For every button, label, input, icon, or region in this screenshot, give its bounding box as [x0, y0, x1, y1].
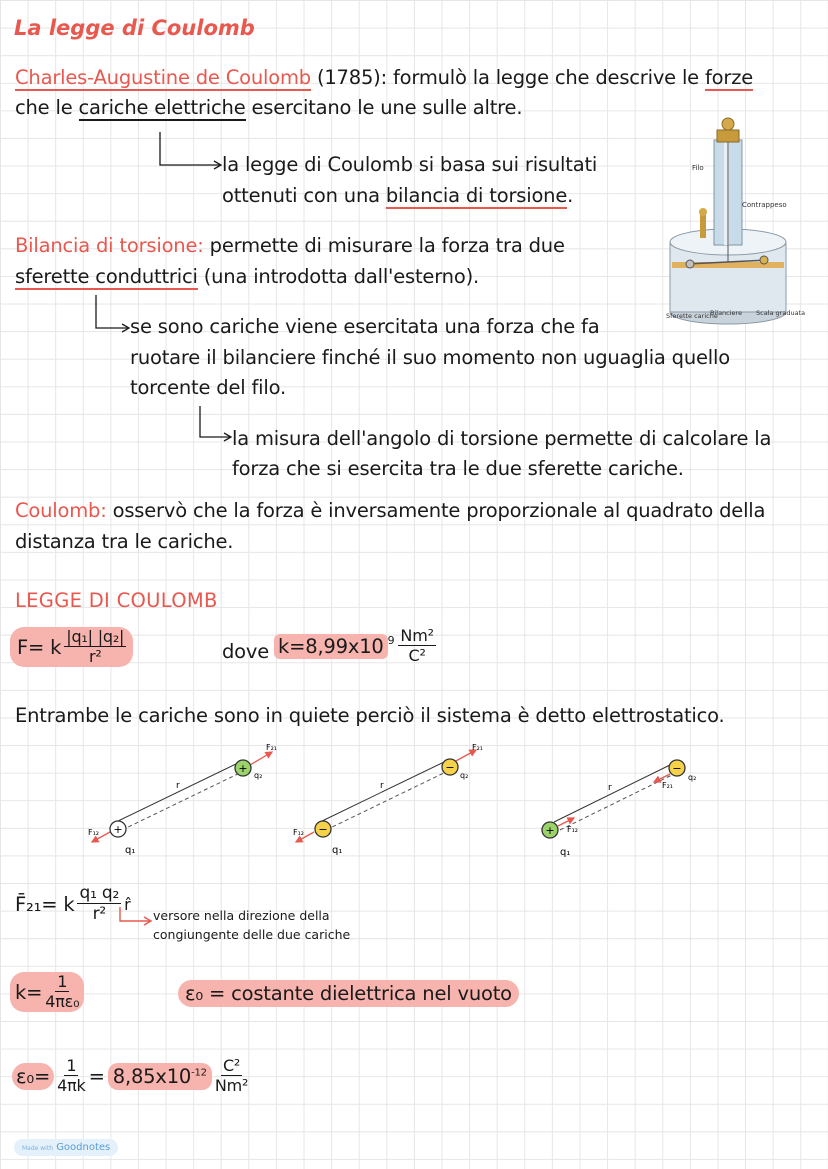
d1-q2: q₂: [254, 771, 263, 780]
bilancia-term: bilancia di torsione: [385, 184, 568, 207]
formula1-k-value: [274, 628, 436, 664]
d2-minus-1: −: [318, 823, 328, 836]
formula2-rhat: r̂: [124, 894, 131, 914]
note2-line-1: se sono cariche viene esercitata una forza che fa: [130, 315, 600, 338]
note1-text: ottenuti con una: [222, 184, 386, 207]
intro-text-2: che le: [15, 96, 79, 119]
versore-line-2: congiungente delle due cariche: [153, 927, 351, 942]
formula4-value: 8,85x10: [112, 1064, 192, 1088]
formula3-den: 4πε₀: [45, 992, 80, 1011]
formula-coulomb: [10, 627, 133, 667]
cariche-term: cariche elettriche: [78, 96, 246, 119]
note2-line-3: torcente del filo.: [130, 376, 286, 399]
note3-line-2: forza che si esercita tra le due sferette cariche.: [232, 457, 684, 480]
made-with: Made with: [22, 1145, 53, 1152]
formula1-num: |q₁| |q₂|: [66, 627, 125, 646]
bilancia-line-2: [15, 265, 479, 288]
bilancia-label: Bilancia di torsione:: [15, 234, 204, 257]
d3-plus: +: [545, 824, 555, 837]
formula4-exp: -12: [191, 1067, 207, 1078]
d1-f12: F₁₂: [88, 828, 100, 837]
k-value: k=8,99x10: [278, 634, 384, 658]
bilancia-text-1: permette di misurare la forza tra due: [203, 234, 565, 257]
note2-line-2: ruotare il bilanciere finché il suo momento non uguaglia quello: [130, 346, 730, 369]
d1-r: r: [176, 781, 180, 791]
d2-f12: F₁₂: [293, 828, 305, 837]
note1-line-2: [222, 184, 573, 207]
versore-line-1: versore nella direzione della: [153, 908, 330, 923]
page-title: La legge di Coulomb: [14, 16, 255, 40]
goodnotes-brand: Goodnotes: [56, 1142, 111, 1153]
note1-arrow-icon: [150, 130, 230, 175]
bilancia-text-2: (una introdotta dall'esterno).: [197, 265, 479, 288]
label-contrappeso: Contrappeso: [742, 201, 787, 209]
d2-q1: q₁: [332, 845, 343, 856]
coulomb-obs-line-1: [15, 499, 765, 522]
versore-arrow-icon: [112, 905, 157, 930]
formula1-lhs: F= k: [17, 635, 62, 659]
coulomb-label: Coulomb:: [15, 499, 107, 522]
formula1-den: r²: [88, 647, 102, 666]
note3-arrow-icon: [192, 404, 237, 446]
formula2-num: q₁ q₂: [79, 883, 120, 903]
label-filo: Filo: [692, 164, 704, 172]
formula4-lhs: ε₀=: [12, 1063, 54, 1090]
d1-f21: F₂₁: [266, 743, 278, 752]
intro-text-1: : formulò la legge che descrive le: [380, 66, 705, 89]
goodnotes-badge: [14, 1139, 118, 1156]
note1-line-1: la legge di Coulomb si basa sui risultati: [222, 153, 598, 176]
d2-r: r: [380, 781, 384, 791]
d1-plus-2: +: [238, 762, 248, 775]
intro-year: (1785): [316, 66, 381, 89]
formula4-unit-num: C²: [222, 1056, 241, 1075]
d2-minus-2: −: [445, 761, 455, 774]
epsilon-definition: [178, 982, 519, 1005]
d3-f12: F₁₂: [567, 825, 579, 834]
coulomb-obs-line-2: distanza tra le cariche.: [15, 530, 234, 553]
intro-line-2: [15, 96, 522, 119]
diagram-attraction: [542, 760, 696, 858]
d2-q2: q₂: [460, 771, 469, 780]
charge-diagrams: [80, 738, 720, 863]
formula1-dove: dove: [222, 640, 270, 663]
formula3-num: 1: [57, 972, 68, 991]
note3-line-1: la misura dell'angolo di torsione permette di calcolare la: [232, 427, 772, 450]
intro-line-1: [15, 66, 753, 89]
formula-epsilon: [12, 1058, 248, 1094]
bilancia-line-1: [15, 234, 565, 257]
eps-def: ε₀ = costante dielettrica nel vuoto: [178, 980, 519, 1007]
diagram-repulsion-positive: [88, 743, 277, 856]
k-unit-num: Nm²: [400, 626, 434, 645]
intro-text-3: esercitano le une sulle altre.: [245, 96, 523, 119]
forze-term: forze: [704, 66, 754, 89]
d2-f21: F₂₁: [472, 743, 484, 752]
formula4-den: 4πk: [57, 1076, 86, 1095]
diagram-repulsion-negative: [293, 743, 483, 856]
k-unit-den: C²: [408, 646, 426, 665]
formula4-num: 1: [66, 1056, 77, 1075]
formula2-den: r²: [92, 904, 106, 924]
d3-f21: F₂₁: [662, 781, 674, 790]
formula-k: [10, 972, 84, 1012]
electrostatic-text: Entrambe le cariche sono in quiete perciò il sistema è detto elettrostatico.: [15, 704, 725, 727]
label-scala: Scala graduata: [756, 309, 806, 317]
formula3-lhs: k=: [15, 980, 43, 1004]
section-heading: LEGGE DI COULOMB: [15, 589, 218, 612]
d1-plus-1: +: [113, 823, 123, 836]
coulomb-obs-text: osservò che la forza è inversamente proporzionale al quadrato della: [106, 499, 766, 522]
sferette-term: sferette conduttrici: [15, 265, 198, 288]
label-sferette: Sferette cariche: [666, 312, 718, 320]
d1-q1: q₁: [125, 845, 136, 856]
d3-q1: q₁: [560, 847, 571, 858]
k-exp: 9: [387, 633, 395, 647]
formula4-unit-den: Nm²: [214, 1076, 249, 1095]
d3-minus: −: [672, 762, 682, 775]
formula2-lhs: F̄₂₁= k: [15, 892, 75, 916]
d3-r: r: [608, 783, 612, 793]
formula4-eq: =: [88, 1064, 105, 1088]
note1-period: .: [567, 184, 574, 207]
coulomb-name: Charles-Augustine de Coulomb: [15, 66, 311, 89]
label-bilanciere: Bilanciere: [710, 309, 743, 317]
d3-q2: q₂: [688, 773, 697, 782]
torsion-balance-illustration: [662, 112, 827, 332]
